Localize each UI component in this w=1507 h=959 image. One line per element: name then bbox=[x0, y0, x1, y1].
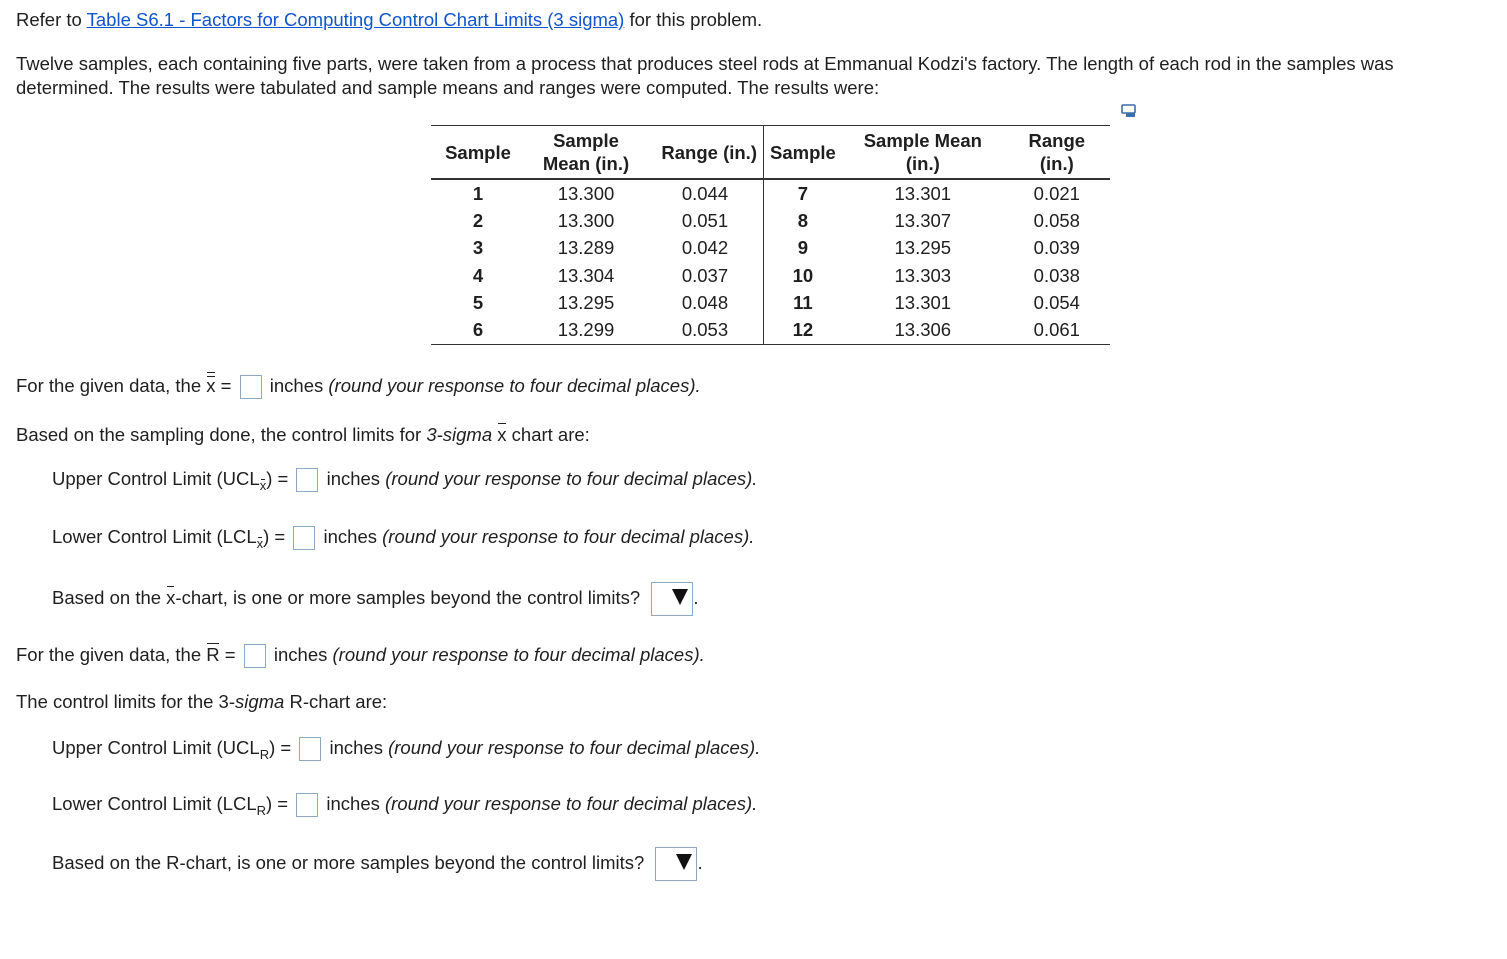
sample-mean: 13.307 bbox=[894, 209, 952, 231]
chevron-down-icon bbox=[676, 854, 692, 870]
sample-mean: 13.300 bbox=[557, 209, 615, 231]
rchart-limits-intro: The control limits for the 3-sigma R-chart are: bbox=[16, 691, 388, 712]
sample-mean: 13.306 bbox=[894, 319, 952, 341]
ucl-x-question: Upper Control Limit $(UCL_x)$ = inches (round your response to four decimal places). bbox=[52, 468, 758, 493]
xbarbar-question: For the given data, the x = inches (round your response to four decimal places). bbox=[16, 371, 701, 399]
sample-range: 0.054 bbox=[1033, 291, 1080, 313]
lcl-x-question: Lower Control Limit $(LCL_x)$ = inches (round your response to four decimal places). bbox=[52, 526, 755, 551]
refer-line: Refer to Table S6.1 - Factors for Computing Control Chart Limits (3 sigma) for this problem. bbox=[16, 9, 763, 30]
sample-range: 0.042 bbox=[647, 235, 764, 262]
table-row bbox=[431, 235, 1110, 262]
chevron-down-icon bbox=[672, 589, 688, 605]
ucl-r-input[interactable] bbox=[299, 737, 321, 761]
rbar-input[interactable] bbox=[244, 644, 266, 668]
xchart-limits-intro: Based on the sampling done, the control limits for 3-sigma x chart are: bbox=[16, 424, 590, 445]
sample-mean: 13.295 bbox=[557, 291, 615, 313]
rchart-beyond-dropdown[interactable] bbox=[655, 847, 697, 881]
sample-number: 4 bbox=[472, 264, 484, 286]
sample-mean: 13.300 bbox=[557, 182, 615, 204]
ucl-r-question: Upper Control Limit $(UCL_R)$ = inches (round your response to four decimal places). bbox=[52, 737, 761, 762]
sample-number: 1 bbox=[472, 182, 484, 204]
sample-mean: 13.289 bbox=[557, 237, 615, 259]
problem-text-line1: Twelve samples, each containing five parts, were taken from a process that produces steel rods at Emmanual Kodzi's factory. The length of each rod in the samples was bbox=[16, 53, 1394, 74]
sample-number: 10 bbox=[792, 264, 814, 286]
table-header-row bbox=[431, 126, 1110, 180]
sample-range: 0.044 bbox=[647, 179, 764, 207]
table-s6-1-link[interactable]: Table S6.1 - Factors for Computing Control Chart Limits (3 sigma) bbox=[86, 9, 625, 30]
lcl-r-question: Lower Control Limit $(LCL_R)$ = inches (round your response to four decimal places). bbox=[52, 793, 758, 818]
sample-range: 0.048 bbox=[647, 289, 764, 316]
sample-range: 0.058 bbox=[1033, 209, 1080, 231]
rchart-beyond-question: Based on the R-chart, is one or more samples beyond the control limits? . bbox=[52, 847, 703, 881]
sample-number: 6 bbox=[472, 319, 484, 341]
sample-number: 7 bbox=[797, 182, 809, 204]
col-sample-2: Sample bbox=[770, 141, 836, 163]
col-mean: Sample Mean (in.) bbox=[542, 130, 630, 174]
xchart-beyond-dropdown[interactable] bbox=[651, 582, 693, 616]
sample-mean: 13.299 bbox=[557, 319, 615, 341]
sample-range: 0.038 bbox=[1033, 264, 1080, 286]
copy-icon[interactable] bbox=[1121, 104, 1137, 118]
rbar-question: For the given data, the R = inches (round your response to four decimal places). bbox=[16, 642, 705, 668]
xbarbar-input[interactable] bbox=[240, 375, 262, 399]
sample-mean: 13.295 bbox=[894, 237, 952, 259]
xchart-beyond-question: Based on the x-chart, is one or more samples beyond the control limits? . bbox=[52, 582, 698, 616]
sample-number: 3 bbox=[472, 237, 484, 259]
sample-number: 9 bbox=[797, 237, 809, 259]
sample-number: 5 bbox=[472, 291, 484, 313]
sample-range: 0.061 bbox=[1033, 319, 1080, 341]
table-row bbox=[431, 207, 1110, 234]
sample-mean: 13.304 bbox=[557, 264, 615, 286]
col-sample: Sample bbox=[445, 141, 511, 163]
col-range: Range (in.) bbox=[647, 126, 764, 180]
table-row bbox=[431, 289, 1110, 316]
sample-range: 0.039 bbox=[1033, 237, 1080, 259]
sample-range: 0.051 bbox=[647, 207, 764, 234]
ucl-x-input[interactable] bbox=[296, 468, 318, 492]
table-row bbox=[431, 316, 1110, 344]
lcl-x-input[interactable] bbox=[293, 526, 315, 550]
sample-mean: 13.301 bbox=[894, 182, 952, 204]
sample-number: 2 bbox=[472, 209, 484, 231]
problem-text-line2: determined. The results were tabulated and sample means and ranges were computed. The results were: bbox=[16, 77, 880, 98]
sample-range: 0.037 bbox=[647, 262, 764, 289]
sample-range: 0.053 bbox=[647, 316, 764, 344]
sample-data-table bbox=[431, 125, 1110, 345]
col-range-2: Range (in.) bbox=[1028, 130, 1086, 174]
sample-number: 8 bbox=[797, 209, 809, 231]
sample-mean: 13.303 bbox=[894, 264, 952, 286]
lcl-r-input[interactable] bbox=[296, 793, 318, 817]
sample-number: 11 bbox=[793, 291, 813, 313]
table-row bbox=[431, 179, 1110, 207]
col-mean-2: Sample Mean (in.) bbox=[863, 130, 982, 174]
sample-range: 0.021 bbox=[1033, 182, 1080, 204]
table-row bbox=[431, 262, 1110, 289]
sample-number: 12 bbox=[792, 319, 814, 341]
sample-mean: 13.301 bbox=[894, 291, 952, 313]
